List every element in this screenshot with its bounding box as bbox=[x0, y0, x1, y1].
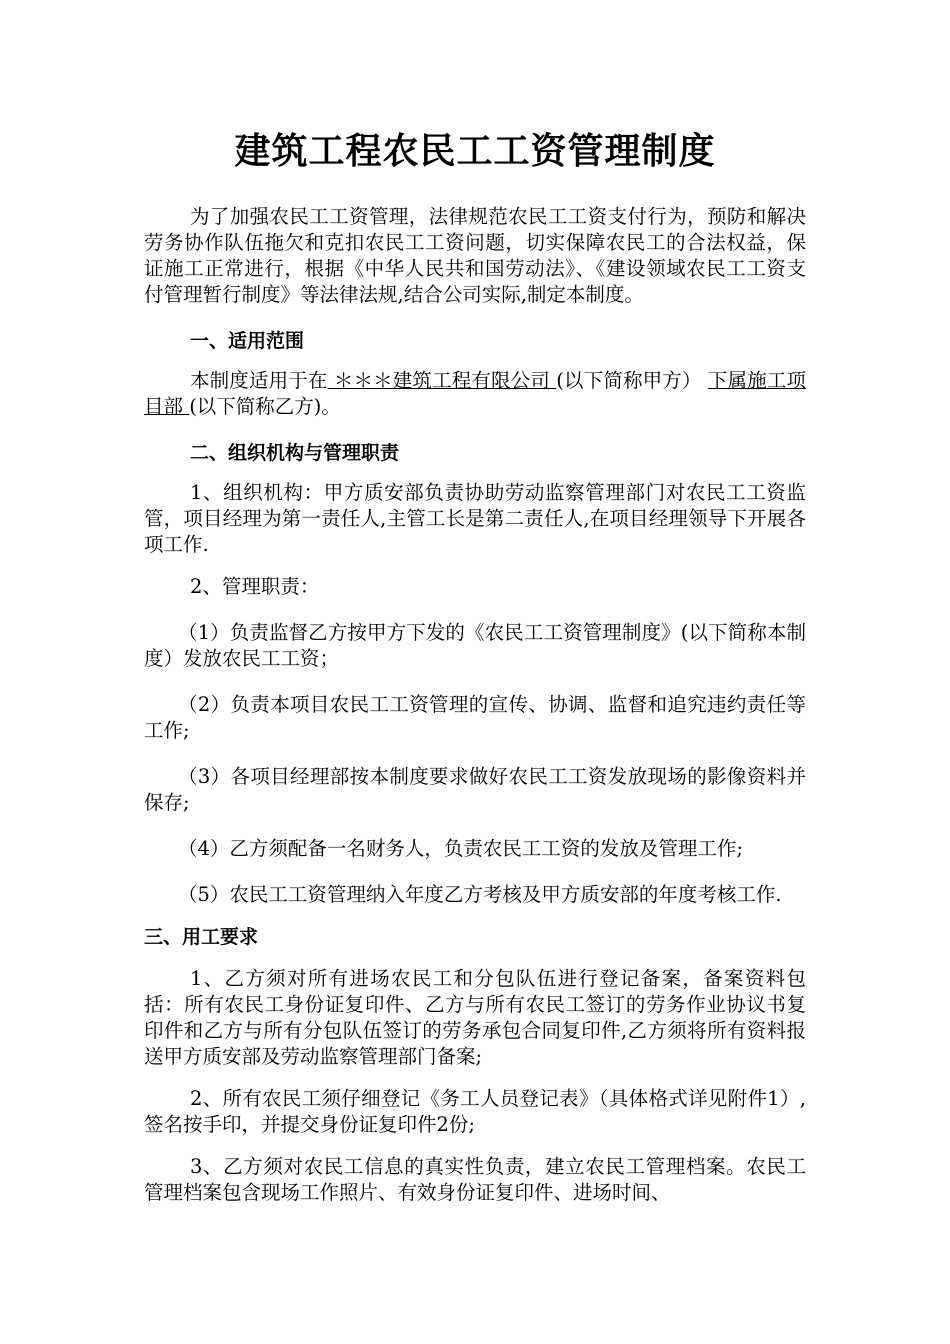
company-name: ＊＊＊建筑工程有限公司 bbox=[327, 369, 557, 392]
duty-item: （5）农民工工资管理纳入年度乙方考核及甲方质安部的年度考核工作. bbox=[178, 883, 782, 906]
scope-text-pre: 本制度适用于在 bbox=[190, 369, 328, 392]
scope-paragraph bbox=[144, 368, 806, 420]
project-dept: 下属施工项目部 bbox=[144, 369, 806, 418]
scope-text-mid: (以下简称甲方） bbox=[556, 369, 708, 392]
section-heading-employment: 三、用工要求 bbox=[144, 926, 259, 948]
document-title: 建筑工程农民工工资管理制度 bbox=[234, 131, 716, 172]
section-heading-organization: 二、组织机构与管理职责 bbox=[190, 442, 400, 464]
duty-item: （1）负责监督乙方按甲方下发的《农民工工资管理制度》(以下简称本制度）发放农民工工资； bbox=[144, 621, 806, 670]
section-heading-scope: 一、适用范围 bbox=[190, 330, 305, 352]
document-page bbox=[144, 118, 806, 1206]
employment-item: 1、乙方须对所有进场农民工和分包队伍进行登记备案，备案资料包括：所有农民工身份证复印件、乙方与所有农民工签订的劳务作业协议书复印件和乙方与所有分包队伍签订的劳务承包合同复印件,乙方须将所有资料报送甲方质安部及劳动监察管理部门备案; bbox=[144, 967, 806, 1068]
organization-paragraph: 1、组织机构：甲方质安部负责协助劳动监察管理部门对农民工工资监管，项目经理为第一责任人,主管工长是第二责任人,在项目经理领导下开展各项工作. bbox=[144, 481, 806, 556]
employment-item: 2、所有农民工须仔细登记《务工人员登记表》（具体格式详见附件1）,签名按手印，并提交身份证复印件2份; bbox=[144, 1087, 806, 1136]
duty-item: （4）乙方须配备一名财务人，负责农民工工资的发放及管理工作; bbox=[178, 837, 743, 860]
scope-text-post: (以下简称乙方)。 bbox=[189, 395, 341, 418]
duty-item: （2）负责本项目农民工工资管理的宣传、协调、监督和追究违约责任等工作; bbox=[144, 693, 806, 742]
duty-item: （3）各项目经理部按本制度要求做好农民工工资发放现场的影像资料并保存; bbox=[144, 765, 806, 814]
duties-label: 2、管理职责： bbox=[190, 575, 320, 598]
employment-item: 3、乙方须对农民工信息的真实性负责，建立农民工管理档案。农民工管理档案包含现场工作照片、有效身份证复印件、进场时间、 bbox=[144, 1155, 806, 1204]
intro-paragraph: 为了加强农民工工资管理，法律规范农民工工资支付行为，预防和解决劳务协作队伍拖欠和克扣农民工工资问题，切实保障农民工的合法权益，保证施工正常进行，根据《中华人民共和国劳动法》、《建设领域农民工工资支付管理暂行制度》等法律法规,结合公司实际,制定本制度。 bbox=[144, 205, 806, 306]
